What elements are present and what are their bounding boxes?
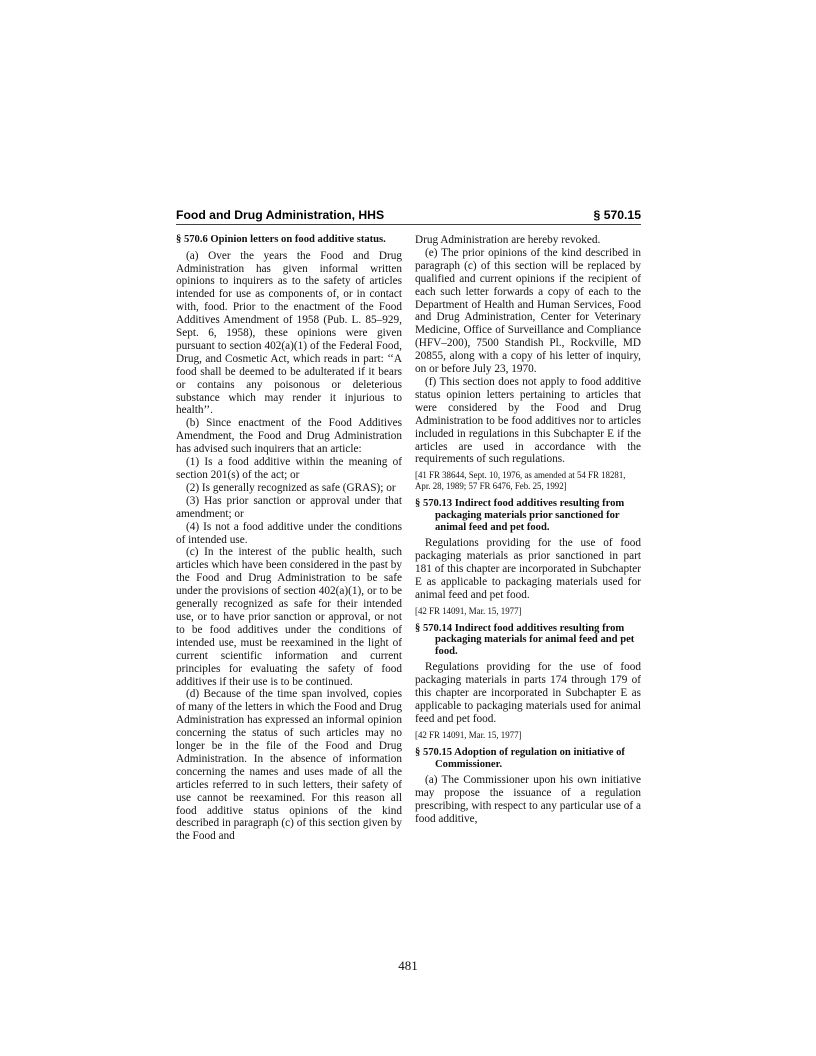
paragraph-c: (c) In the interest of the public health, such articles which have been considered in the past by the Food and Drug Administration to be safe under the provisions of section 402(a)(1), or to be generally recognized as safe for their intended use, or to have prior sanction or approval, or not to be food additives under the conditions of intended use, must be reexamined in the light of current scientific information and current principles for evaluating the safety of food additives if their use is to be continued. [176,546,402,688]
header-agency: Food and Drug Administration, HHS [176,208,385,222]
paragraph-a: (a) Over the years the Food and Drug Administration has given informal written opinions to inquirers as to the safety of articles intended for use as components of, or in contact with, food. Prior to the enactment of the Food Additives Amendment of 1958 (Pub. L. 85–929, Sept. 6, 1958), these opinions were given pursuant to section 402(a)(1) of the Federal Food, Drug, and Cosmetic Act, which reads in part: ‘‘A food shall be deemed to be adulterated if it bears or contains any poisonous or deleterious substance which may render it injurious to health’’. [176,249,402,417]
paragraph-570-13: Regulations providing for the use of food packaging materials as prior sanctioned in part 181 of this chapter are incorporated in Subchapter E as applicable to packaging materials used for animal feed and pet food. [415,537,641,601]
citation-570-13: [42 FR 14091, Mar. 15, 1977] [415,605,522,616]
section-heading-570-6: § 570.6 Opinion letters on food additive status. [176,234,386,245]
paragraph-e: (e) The prior opinions of the kind described in paragraph (c) of this section will be replaced by qualified and current opinions if the recipient of each such letter forwards a copy of each to the Department of Health and Human Services, Food and Drug Administration, Center for Veterinary Medicine, Office of Surveillance and Compliance (HFV–200), 7500 Standish Pl., Rockville, MD 20855, along with a copy of his letter of inquiry, on or before July 23, 1970. [415,246,641,376]
paragraph-d: (d) Because of the time span involved, copies of many of the letters in which the Food and Drug Administration has expressed an informal opinion concerning the status of such articles may no longer be in the file of the Food and Drug Administration. In the absence of information concerning the names and uses made of all the articles referred to in such letters, their safety of use cannot be reexamined. For this reason all food additive status opinions of the kind described in paragraph (c) of this section given by the Food and [176,688,402,843]
header-section: § 570.15 [593,208,641,222]
paragraph-b-1: (1) Is a food additive within the meaning of section 201(s) of the act; or [176,456,402,481]
running-header [176,208,641,222]
paragraph-f: (f) This section does not apply to food additive status opinion letters pertaining to articles that were considered by the Food and Drug Administration to be food additives nor to articles included in regulations in this Subchapter E if the articles are used in accordance with the requirements of such regulations. [415,375,641,466]
citation-570-14: [42 FR 14091, Mar. 15, 1977] [415,729,522,740]
page-number: 481 [398,958,418,973]
header-rule [176,224,641,225]
paragraph-570-14: Regulations providing for the use of food packaging materials in parts 174 through 179 of this chapter are incorporated in Subchapter E as applicable to packaging materials used for animal feed and pet food. [415,661,641,726]
paragraph-b: (b) Since enactment of the Food Additives Amendment, the Food and Drug Administration has advised such inquirers that an article: [176,417,402,456]
left-column [176,234,402,843]
right-column [415,234,641,826]
section-heading-570-14: § 570.14 Indirect food additives resulting from packaging materials for animal feed and pet food. [415,622,635,657]
paragraph-570-15-a: (a) The Commissioner upon his own initiative may propose the issuance of a regulation prescribing, with respect to any particular use of a food additive, [415,774,641,825]
paragraph-d-continued: Drug Administration are hereby revoked. [415,234,601,246]
section-heading-570-15: § 570.15 Adoption of regulation on initiative of Commissioner. [415,746,625,770]
paragraph-b-2: (2) Is generally recognized as safe (GRAS); or [186,481,396,494]
paragraph-b-3: (3) Has prior sanction or approval under that amendment; or [176,494,402,520]
section-heading-570-13: § 570.13 Indirect food additives resulting from packaging materials prior sanctioned for animal feed and pet food. [415,498,625,533]
citation-570-6: [41 FR 38644, Sept. 10, 1976, as amended at 54 FR 18281, Apr. 28, 1989; 57 FR 6476, Feb. 25, 1992] [415,470,626,492]
paragraph-b-4: (4) Is not a food additive under the conditions of intended use. [176,520,402,546]
